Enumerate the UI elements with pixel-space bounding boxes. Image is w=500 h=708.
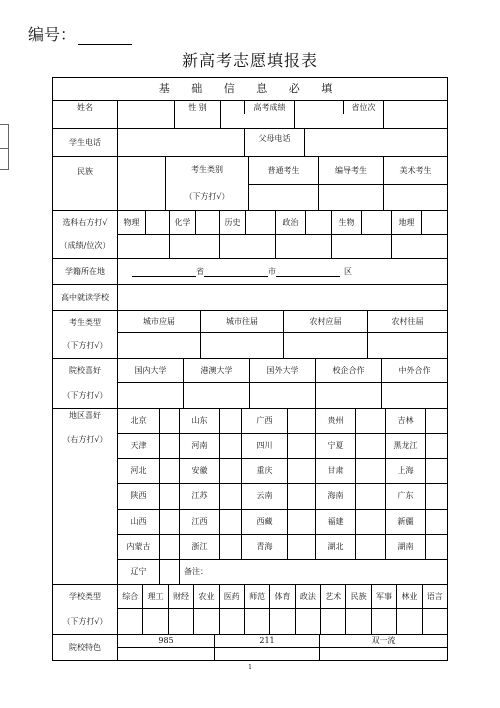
region-check[interactable] — [425, 483, 447, 508]
region-check[interactable] — [287, 483, 315, 508]
region-check[interactable] — [219, 509, 241, 534]
region-check[interactable] — [425, 458, 447, 483]
school-type-option: 语言 — [422, 584, 447, 608]
serial-number: 编号： — [28, 22, 132, 45]
region-item: 陕西 — [117, 483, 159, 508]
school-type-check[interactable] — [269, 608, 294, 634]
student-phone-label: 学生电话 — [53, 128, 117, 156]
school-type-check[interactable] — [320, 608, 345, 634]
region-item: 新疆 — [385, 509, 425, 534]
region-label: 地区喜好 （右方打√） — [53, 408, 117, 584]
region-item: 内蒙古 — [117, 534, 159, 559]
region-check[interactable] — [159, 509, 179, 534]
category-label: 考生类别 （下方打√） — [165, 156, 248, 210]
region-check[interactable] — [355, 483, 385, 508]
school-type-option: 军事 — [371, 584, 396, 608]
subject-score-1[interactable] — [117, 234, 169, 258]
ethnicity-field[interactable] — [117, 156, 165, 210]
school-type-option: 综合 — [117, 584, 142, 608]
pref-hk-macau-check[interactable] — [183, 382, 249, 408]
high-school-label: 高中就读学校 — [53, 284, 117, 310]
region-check[interactable] — [287, 433, 315, 458]
pref-joint-check[interactable] — [381, 382, 447, 408]
region-check[interactable] — [355, 509, 385, 534]
school-type-option: 农业 — [193, 584, 218, 608]
pref-overseas-check[interactable] — [249, 382, 315, 408]
pref-joint: 中外合作 — [381, 358, 447, 382]
school-type-check[interactable] — [422, 608, 447, 634]
type-city-fresh: 城市应届 — [117, 310, 200, 332]
region-check[interactable] — [287, 458, 315, 483]
region-check[interactable] — [425, 433, 447, 458]
region-item: 广西 — [241, 408, 287, 433]
region-item: 上海 — [385, 458, 425, 483]
pref-enterprise-check[interactable] — [315, 382, 381, 408]
subject-politics-check[interactable] — [305, 210, 331, 234]
region-item: 西藏 — [241, 509, 287, 534]
region-check[interactable] — [355, 534, 385, 559]
preference-label: 院校喜好 （下方打√） — [53, 358, 117, 408]
subject-score-2[interactable] — [169, 234, 219, 258]
category-regular-check[interactable] — [248, 184, 318, 210]
location-label: 学籍所在地 — [53, 258, 117, 284]
city-blank[interactable] — [204, 267, 268, 277]
subject-biology-check[interactable] — [361, 210, 391, 234]
subject-politics: 政治 — [275, 210, 305, 234]
region-check[interactable] — [159, 534, 179, 559]
region-check[interactable] — [287, 408, 315, 433]
school-type-option: 师范 — [244, 584, 269, 608]
region-item: 安徽 — [179, 458, 219, 483]
binding-mark — [0, 124, 9, 170]
feature-211-check[interactable] — [214, 647, 319, 660]
subject-biology: 生物 — [331, 210, 361, 234]
region-check[interactable] — [159, 433, 179, 458]
region-check[interactable] — [219, 534, 241, 559]
region-check[interactable] — [159, 483, 179, 508]
category-regular: 普通考生 — [248, 156, 318, 184]
ethnicity-label: 民族 — [53, 156, 117, 210]
type-rural-fresh: 农村应届 — [283, 310, 367, 332]
school-type-check[interactable] — [142, 608, 167, 634]
location-field[interactable]: 省 市 区 — [117, 258, 447, 284]
subject-geography: 地理 — [391, 210, 421, 234]
region-item: 山东 — [179, 408, 219, 433]
parent-phone-label: 父母电话 — [244, 128, 304, 156]
pref-overseas: 国外大学 — [249, 358, 315, 382]
region-check[interactable] — [287, 534, 315, 559]
school-type-option: 体育 — [269, 584, 294, 608]
name-label: 姓名 — [53, 100, 117, 128]
region-note[interactable]: 备注： — [179, 559, 447, 584]
region-item: 黑龙江 — [385, 433, 425, 458]
region-item: 青海 — [241, 534, 287, 559]
region-check[interactable] — [219, 433, 241, 458]
region-item-liaoning: 辽宁 — [117, 559, 159, 584]
rank-field[interactable] — [383, 100, 447, 128]
school-type-check[interactable] — [193, 608, 218, 634]
province-blank[interactable] — [132, 267, 196, 277]
region-check[interactable] — [425, 509, 447, 534]
school-type-option: 林业 — [396, 584, 421, 608]
school-type-option: 艺术 — [320, 584, 345, 608]
school-type-option: 医药 — [219, 584, 244, 608]
feature-double-first-class: 双一流 — [319, 634, 447, 647]
subject-history: 历史 — [219, 210, 245, 234]
region-check[interactable] — [355, 458, 385, 483]
parent-phone-field[interactable] — [304, 128, 447, 156]
school-type-option: 政法 — [295, 584, 320, 608]
region-item: 湖北 — [315, 534, 355, 559]
rank-label: 省位次 — [343, 100, 383, 114]
region-item: 贵州 — [315, 408, 355, 433]
application-form — [52, 77, 448, 661]
region-item: 重庆 — [241, 458, 287, 483]
feature-985-check[interactable] — [117, 647, 214, 660]
region-check[interactable] — [159, 559, 179, 584]
region-check[interactable] — [287, 509, 315, 534]
region-check[interactable] — [425, 534, 447, 559]
score-label: 高考成绩 — [244, 100, 294, 114]
subject-score-3[interactable] — [219, 234, 275, 258]
type-rural-fresh-check[interactable] — [283, 332, 367, 358]
subject-physics-check[interactable] — [145, 210, 169, 234]
subjects-label: 选科右方打√ （成绩/位次） — [53, 210, 117, 258]
region-item: 北京 — [117, 408, 159, 433]
student-type-label: 考生类型 （下方打√） — [53, 310, 117, 358]
region-item: 广东 — [385, 483, 425, 508]
region-check[interactable] — [219, 408, 241, 433]
score-field[interactable] — [294, 100, 343, 128]
school-type-label: 学校类型 （下方打√） — [53, 584, 117, 634]
type-city-repeat-check[interactable] — [200, 332, 283, 358]
category-art: 美术考生 — [383, 156, 447, 184]
subject-history-check[interactable] — [245, 210, 275, 234]
type-rural-repeat-check[interactable] — [367, 332, 447, 358]
region-item: 甘肃 — [315, 458, 355, 483]
region-item: 河北 — [117, 458, 159, 483]
region-check[interactable] — [425, 408, 447, 433]
region-check[interactable] — [355, 408, 385, 433]
school-type-check[interactable] — [371, 608, 396, 634]
region-item: 宁夏 — [315, 433, 355, 458]
category-director: 编导考生 — [318, 156, 383, 184]
feature-double-first-class-check[interactable] — [319, 647, 447, 660]
type-city-fresh-check[interactable] — [117, 332, 200, 358]
region-item: 山西 — [117, 509, 159, 534]
name-field[interactable] — [117, 100, 174, 128]
subject-chemistry: 化学 — [169, 210, 195, 234]
category-art-check[interactable] — [383, 184, 447, 210]
region-item: 四川 — [241, 433, 287, 458]
school-type-check[interactable] — [244, 608, 269, 634]
pref-enterprise: 校企合作 — [315, 358, 381, 382]
school-type-check[interactable] — [345, 608, 370, 634]
region-item: 浙江 — [179, 534, 219, 559]
feature-985: 985 — [117, 634, 214, 647]
school-type-option: 民族 — [345, 584, 370, 608]
subject-geography-check[interactable] — [421, 210, 447, 234]
region-item: 云南 — [241, 483, 287, 508]
gender-field[interactable] — [174, 114, 220, 128]
region-check[interactable] — [159, 408, 179, 433]
pref-domestic: 国内大学 — [117, 358, 183, 382]
region-item: 江西 — [179, 509, 219, 534]
region-check[interactable] — [355, 433, 385, 458]
gender-label: 性 别 — [174, 100, 220, 114]
binding-mark-line — [0, 148, 8, 149]
subject-chemistry-check[interactable] — [195, 210, 219, 234]
subject-score-6[interactable] — [391, 234, 447, 258]
school-type-check[interactable] — [396, 608, 421, 634]
serial-blank[interactable] — [78, 30, 132, 45]
pref-domestic-check[interactable] — [117, 382, 183, 408]
banner: 基 础 信 息 必 填 — [158, 82, 342, 95]
page-title: 新高考志愿填报表 — [181, 51, 318, 70]
school-type-check[interactable] — [219, 608, 244, 634]
pref-hk-macau: 港澳大学 — [183, 358, 249, 382]
region-item: 福建 — [315, 509, 355, 534]
district-blank[interactable] — [276, 267, 340, 277]
school-type-option: 财经 — [168, 584, 193, 608]
gender-value[interactable] — [220, 100, 244, 128]
region-item: 河南 — [179, 433, 219, 458]
school-type-check[interactable] — [168, 608, 193, 634]
page-number: 1 — [248, 664, 252, 671]
region-check[interactable] — [219, 483, 241, 508]
school-type-check[interactable] — [117, 608, 142, 634]
region-item: 江苏 — [179, 483, 219, 508]
school-type-check[interactable] — [295, 608, 320, 634]
subject-physics: 物理 — [117, 210, 145, 234]
high-school-field[interactable] — [117, 284, 447, 310]
region-item: 湖南 — [385, 534, 425, 559]
region-item: 天津 — [117, 433, 159, 458]
region-item: 海南 — [315, 483, 355, 508]
type-city-repeat: 城市往届 — [200, 310, 283, 332]
region-item: 吉林 — [385, 408, 425, 433]
feature-211: 211 — [214, 634, 319, 647]
region-check[interactable] — [219, 458, 241, 483]
features-label: 院校特色 — [53, 634, 117, 660]
category-director-check[interactable] — [318, 184, 383, 210]
type-rural-repeat: 农村往届 — [367, 310, 447, 332]
subject-score-5[interactable] — [331, 234, 391, 258]
school-type-option: 理工 — [142, 584, 167, 608]
student-phone-field[interactable] — [117, 128, 244, 156]
region-check[interactable] — [159, 458, 179, 483]
subject-score-4[interactable] — [275, 234, 331, 258]
